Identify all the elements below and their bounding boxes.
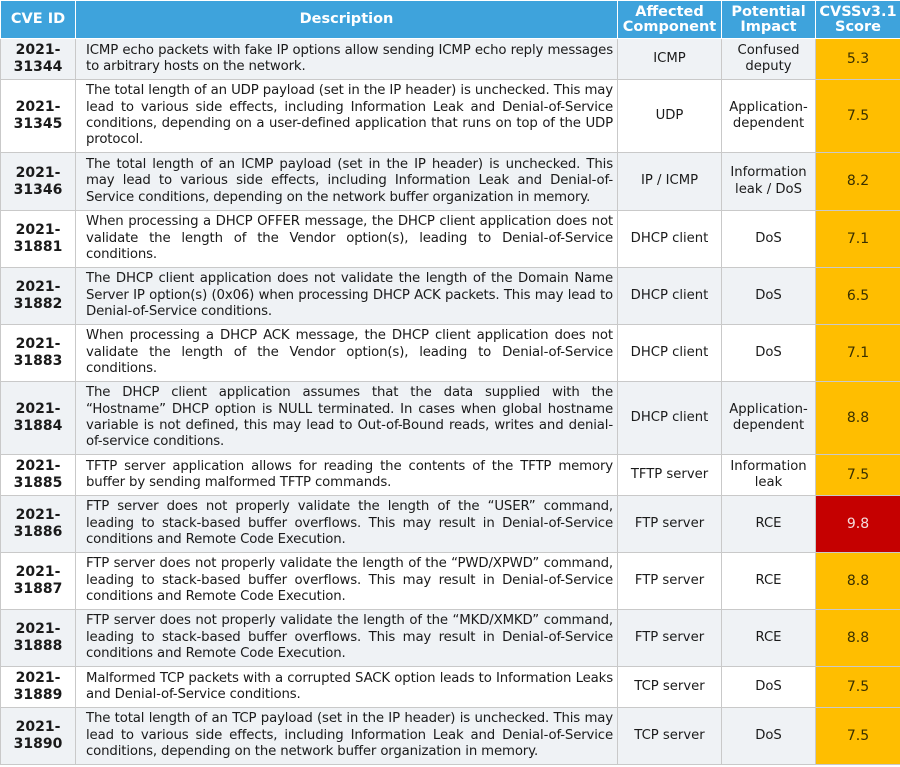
cve-id-cell: 2021-31345 (1, 80, 76, 153)
table-row (1, 211, 900, 268)
table-row (1, 708, 900, 765)
cvss-score-cell: 9.8 (816, 496, 900, 553)
description-cell: FTP server does not properly validate the length of the “PWD/XPWD” command, leading to stack-based buffer overflows. This may result in Denial-of-Service conditions and Remote Code Execution. (76, 553, 618, 610)
table-row (1, 268, 900, 325)
cvss-score-cell: 8.2 (816, 153, 900, 211)
header-affected-component: Affected Component (618, 1, 722, 39)
description-cell: The DHCP client application assumes that the data supplied with the “Hostname” DHCP option is NULL terminated. In cases when global hostname variable is not defined, this may lead to Out-of-Bound reads, writes and denial-of-service conditions. (76, 382, 618, 455)
cvss-score-cell: 7.5 (816, 667, 900, 708)
cvss-score-cell: 7.1 (816, 325, 900, 382)
cvss-score-cell: 6.5 (816, 268, 900, 325)
potential-impact-cell: DoS (722, 708, 816, 765)
description-cell: When processing a DHCP OFFER message, the DHCP client application does not validate the length of the Vendor option(s), leading to Denial-of-Service conditions. (76, 211, 618, 268)
description-cell: The total length of an TCP payload (set in the IP header) is unchecked. This may lead to various side effects, including Information Leak and Denial-of-Service conditions, depending on the network buffer organization in memory. (76, 708, 618, 765)
description-cell: The DHCP client application does not validate the length of the Domain Name Server IP option(s) (0x06) when processing DHCP ACK packets. This may lead to Denial-of-Service conditions. (76, 268, 618, 325)
potential-impact-cell: DoS (722, 667, 816, 708)
cve-id-cell: 2021-31885 (1, 455, 76, 496)
potential-impact-cell: Confused deputy (722, 39, 816, 80)
table-row (1, 610, 900, 667)
table-row (1, 553, 900, 610)
potential-impact-cell: Application-dependent (722, 382, 816, 455)
cvss-score-cell: 7.5 (816, 455, 900, 496)
table-row (1, 455, 900, 496)
description-cell: ICMP echo packets with fake IP options allow sending ICMP echo reply messages to arbitrary hosts on the network. (76, 39, 618, 80)
table-row (1, 325, 900, 382)
potential-impact-cell: RCE (722, 610, 816, 667)
potential-impact-cell: RCE (722, 496, 816, 553)
table-row (1, 39, 900, 80)
potential-impact-cell: DoS (722, 211, 816, 268)
description-cell: FTP server does not properly validate the length of the “USER” command, leading to stack-based buffer overflows. This may result in Denial-of-Service conditions and Remote Code Execution. (76, 496, 618, 553)
potential-impact-cell: DoS (722, 325, 816, 382)
header-row (1, 1, 900, 39)
potential-impact-cell: Information leak (722, 455, 816, 496)
cve-id-cell: 2021-31881 (1, 211, 76, 268)
table-row (1, 153, 900, 211)
cvss-score-cell: 8.8 (816, 610, 900, 667)
affected-component-cell: TCP server (618, 667, 722, 708)
affected-component-cell: TCP server (618, 708, 722, 765)
affected-component-cell: UDP (618, 80, 722, 153)
table-row (1, 382, 900, 455)
cvss-score-cell: 8.8 (816, 382, 900, 455)
header-potential-impact: Potential Impact (722, 1, 816, 39)
affected-component-cell: DHCP client (618, 382, 722, 455)
potential-impact-cell: Information leak / DoS (722, 153, 816, 211)
affected-component-cell: FTP server (618, 553, 722, 610)
cve-id-cell: 2021-31344 (1, 39, 76, 80)
cve-id-cell: 2021-31886 (1, 496, 76, 553)
description-cell: The total length of an UDP payload (set in the IP header) is unchecked. This may lead to various side effects, including Information Leak and Denial-of-Service conditions, depending on a user-defined application that runs on top of the UDP protocol. (76, 80, 618, 153)
cvss-score-cell: 7.5 (816, 708, 900, 765)
cve-id-cell: 2021-31887 (1, 553, 76, 610)
potential-impact-cell: RCE (722, 553, 816, 610)
header-cve-id: CVE ID (1, 1, 76, 39)
potential-impact-cell: DoS (722, 268, 816, 325)
table-body (1, 39, 900, 765)
cvss-score-cell: 7.1 (816, 211, 900, 268)
description-cell: Malformed TCP packets with a corrupted SACK option leads to Information Leaks and Denial-of-Service conditions. (76, 667, 618, 708)
affected-component-cell: DHCP client (618, 325, 722, 382)
affected-component-cell: DHCP client (618, 211, 722, 268)
cve-id-cell: 2021-31883 (1, 325, 76, 382)
cve-id-cell: 2021-31346 (1, 153, 76, 211)
description-cell: FTP server does not properly validate the length of the “MKD/XMKD” command, leading to stack-based buffer overflows. This may result in Denial-of-Service conditions and Remote Code Execution. (76, 610, 618, 667)
cve-id-cell: 2021-31888 (1, 610, 76, 667)
affected-component-cell: FTP server (618, 496, 722, 553)
affected-component-cell: DHCP client (618, 268, 722, 325)
cve-id-cell: 2021-31882 (1, 268, 76, 325)
description-cell: TFTP server application allows for reading the contents of the TFTP memory buffer by sending malformed TFTP commands. (76, 455, 618, 496)
cvss-score-cell: 7.5 (816, 80, 900, 153)
cve-id-cell: 2021-31889 (1, 667, 76, 708)
table-row (1, 80, 900, 153)
affected-component-cell: TFTP server (618, 455, 722, 496)
affected-component-cell: IP / ICMP (618, 153, 722, 211)
table-row (1, 667, 900, 708)
header-cvss-score: CVSSv3.1 Score (816, 1, 900, 39)
potential-impact-cell: Application-dependent (722, 80, 816, 153)
header-description: Description (76, 1, 618, 39)
cve-id-cell: 2021-31890 (1, 708, 76, 765)
description-cell: When processing a DHCP ACK message, the DHCP client application does not validate the length of the Vendor option(s), leading to Denial-of-Service conditions. (76, 325, 618, 382)
description-cell: The total length of an ICMP payload (set in the IP header) is unchecked. This may lead to various side effects, including Information Leak and Denial-of-Service conditions, depending on the network buffer organization in memory. (76, 153, 618, 211)
cve-id-cell: 2021-31884 (1, 382, 76, 455)
affected-component-cell: FTP server (618, 610, 722, 667)
table-row (1, 496, 900, 553)
cvss-score-cell: 5.3 (816, 39, 900, 80)
affected-component-cell: ICMP (618, 39, 722, 80)
cvss-score-cell: 8.8 (816, 553, 900, 610)
